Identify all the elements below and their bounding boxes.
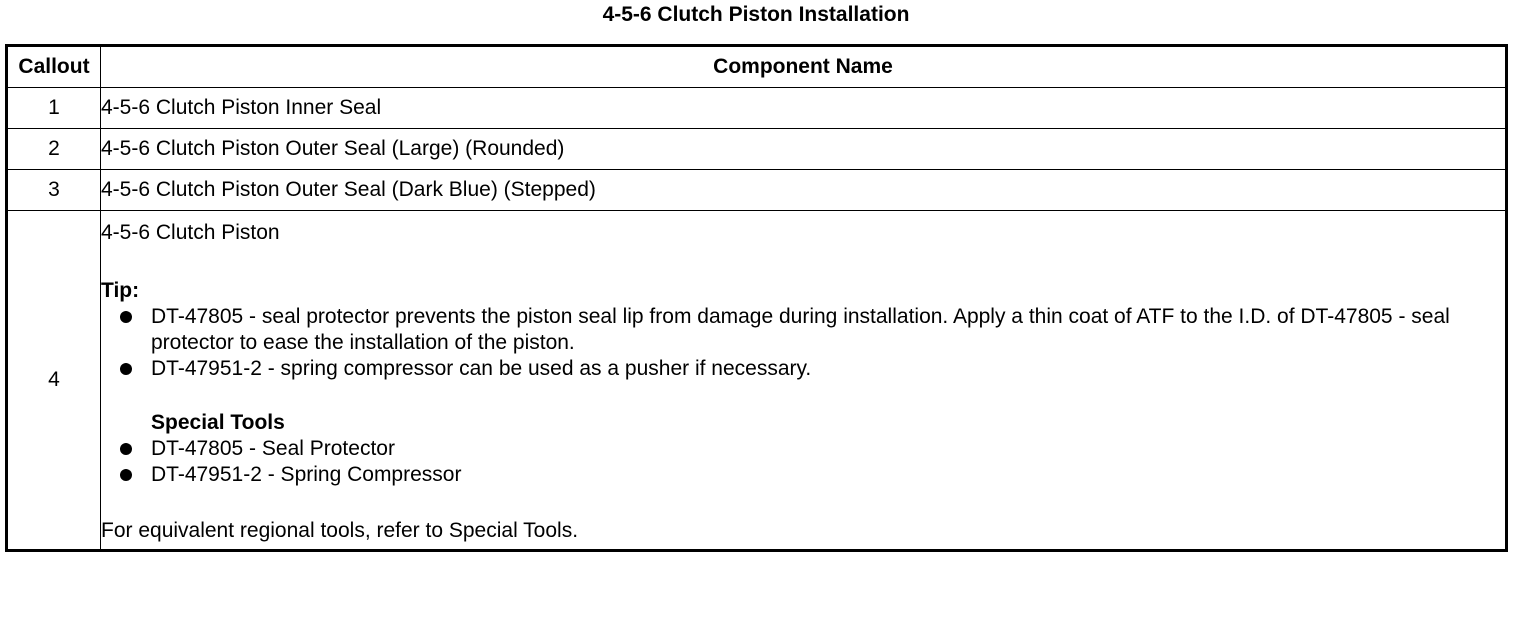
tip-list (101, 304, 1505, 382)
table-row (7, 170, 1507, 211)
callout-number: 4 (7, 211, 101, 551)
component-name-column-header: Component Name (101, 46, 1507, 88)
table-header-row (7, 46, 1507, 88)
component-name: 4-5-6 Clutch Piston Inner Seal (101, 88, 1507, 129)
component-name: 4-5-6 Clutch Piston (101, 221, 280, 244)
tool-text: DT-47805 - Seal Protector (151, 437, 395, 460)
list-item (101, 436, 1499, 462)
tip-heading: Tip: (101, 279, 140, 302)
bullet-icon (120, 469, 132, 481)
table-row (7, 211, 1507, 551)
components-table (5, 44, 1508, 552)
bullet-icon (120, 311, 132, 323)
tip-text: DT-47951-2 - spring compressor can be used as a pusher if necessary. (151, 357, 812, 380)
callout-column-header: Callout (7, 46, 101, 88)
special-tools-list (101, 436, 1505, 488)
component-name: 4-5-6 Clutch Piston Outer Seal (Dark Blue) (Stepped) (101, 170, 1507, 211)
table-row (7, 88, 1507, 129)
list-item (101, 462, 1499, 488)
bullet-icon (120, 363, 132, 375)
component-name: 4-5-6 Clutch Piston Outer Seal (Large) (Rounded) (101, 129, 1507, 170)
list-item (101, 304, 1499, 356)
tool-text: DT-47951-2 - Spring Compressor (151, 463, 462, 486)
table-row (7, 129, 1507, 170)
component-detail-cell (101, 211, 1507, 551)
callout-number: 2 (7, 129, 101, 170)
special-tools-heading: Special Tools (151, 411, 285, 434)
equivalent-tools-note: For equivalent regional tools, refer to Special Tools. (101, 519, 579, 542)
callout-number: 1 (7, 88, 101, 129)
document-title: 4-5-6 Clutch Piston Installation (602, 3, 910, 26)
tip-text: DT-47805 - seal protector prevents the piston seal lip from damage during installation. Apply a thin coat of ATF to the I.D. of DT-47805 - seal protector to ease the installation of the piston. (151, 305, 1450, 354)
bullet-icon (120, 443, 132, 455)
list-item (101, 356, 1499, 382)
callout-number: 3 (7, 170, 101, 211)
